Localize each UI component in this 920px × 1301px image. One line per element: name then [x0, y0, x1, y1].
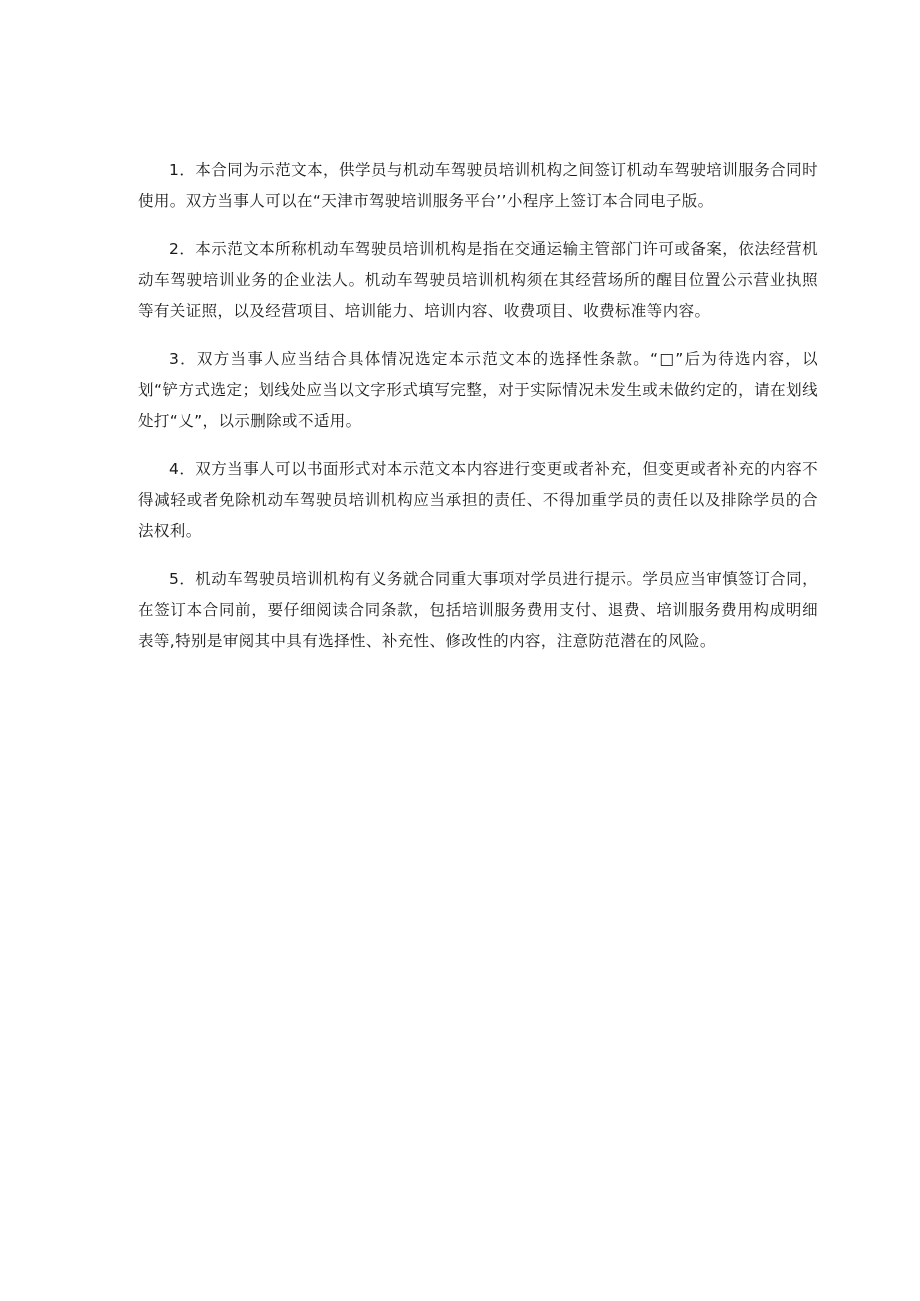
- note-paragraph-5: 5．机动车驾驶员培训机构有义务就合同重大事项对学员进行提示。学员应当审慎签订合同，在签订本合同前，要仔细阅读合同条款，包括培训服务费用支付、退费、培训服务费用构成明细表等,特别是审阅其中具有选择性、补充性、修改性的内容，注意防范潜在的风险。: [138, 570, 818, 650]
- note-paragraph-4: 4．双方当事人可以书面形式对本示范文本内容进行变更或者补充，但变更或者补充的内容不得减轻或者免除机动车驾驶员培训机构应当承担的责任、不得加重学员的责任以及排除学员的合法权利。: [138, 460, 818, 540]
- note-paragraph-2: 2．本示范文本所称机动车驾驶员培训机构是指在交通运输主管部门许可或备案，依法经营机动车驾驶培训业务的企业法人。机动车驾驶员培训机构须在其经营场所的醒目位置公示营业执照等有关证照，以及经营项目、培训能力、培训内容、收费项目、收费标准等内容。: [138, 240, 818, 320]
- note-paragraph-1: 1．本合同为示范文本，供学员与机动车驾驶员培训机构之间签订机动车驾驶培训服务合同时使用。双方当事人可以在“天津市驾驶培训服务平台’’小程序上签订本合同电子版。: [138, 161, 818, 210]
- note-paragraph-3: 3．双方当事人应当结合具体情况选定本示范文本的选择性条款。“□”后为待选内容，以划“铲方式选定；划线处应当以文字形式填写完整，对于实际情况未发生或未做约定的，请在划线处打“乂”，以示删除或不适用。: [138, 350, 818, 430]
- usage-notes: [138, 155, 818, 674]
